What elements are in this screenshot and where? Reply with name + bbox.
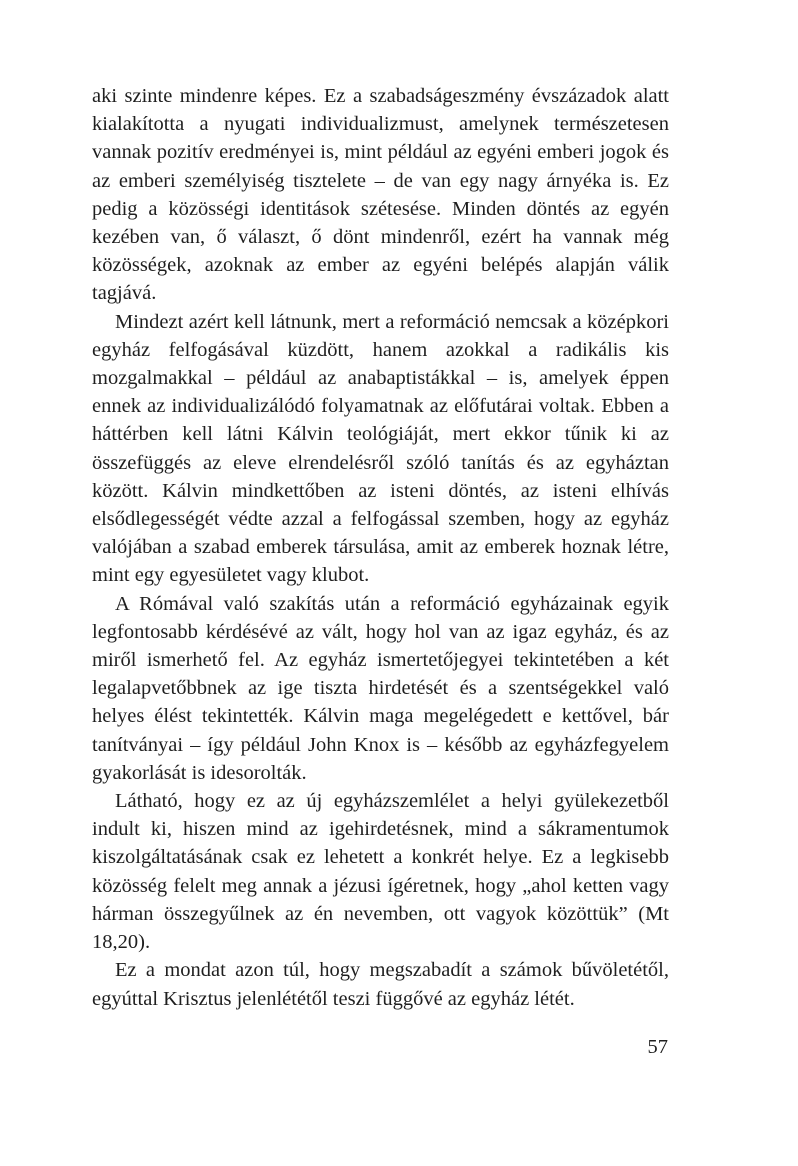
paragraph-3: A Rómával való szakítás után a reformáció egyházainak egyik legfontosabb kérdésévé az vált, hogy hol van az igaz egyház, és az miről ismerhető fel. Az egyház ismertetőjegyei tekintetében a két legalapvetőbbnek az ige tiszta hirdetését és a szentségekkel való helyes élést tekintették. Kálvin maga megelégedett e kettővel, bár tanítványai – így például John Knox is – később az egyházfegyelem gyakorlását is idesorolták. [92,592,669,784]
paragraph-5: Ez a mondat azon túl, hogy megszabadít a számok bűvöletétől, egyúttal Krisztus jelenlététől teszi függővé az egyház létét. [92,959,669,1010]
paragraph-1: aki szinte mindenre képes. Ez a szabadságeszmény évszázadok alatt kialakította a nyugati individualizmust, amelynek természetesen vannak pozitív eredményei is, mint például az egyéni emberi jogok és az emberi személyiség tisztelete – de van egy nagy árnyéka is. Ez pedig a közösségi identitások szétesése. Minden döntés az egyén kezében van, ő választ, ő dönt mindenről, ezért ha vannak még közösségek, azoknak az ember az egyéni belépés alapján válik tagjává. [92,85,669,305]
body-text [92,82,669,1013]
paragraph-4: Látható, hogy ez az új egyházszemlélet a helyi gyülekezetből indult ki, hiszen mind az igehirdetésnek, mind a sákramentumok kiszolgáltatásának csak ez lehetett a konkrét helye. Ez a legkisebb közösség felelt meg annak a jézusi ígéretnek, hogy „ahol ketten vagy hárman összegyűlnek az én nevemben, ott vagyok közöttük” (Mt 18,20). [92,790,669,954]
page-number: 57 [647,1036,668,1058]
paragraph-2: Mindezt azért kell látnunk, mert a reformáció nemcsak a középkori egyház felfogásával küzdött, hanem azokkal a radikális kis mozgalmakkal – például az anabaptistákkal – is, amelyek éppen ennek az individualizálódó folyamatnak az előfutárai voltak. Ebben a háttérben kell látni Kálvin teológiáját, mert ekkor tűnik ki az összefüggés az eleve elrendelésről szóló tanítás és az egyháztan között. Kálvin mindkettőben az isteni döntés, az isteni elhívás elsődlegességét védte azzal a felfogással szemben, hogy az egyház valójában a szabad emberek társulása, amit az emberek hoznak létre, mint egy egyesületet vagy klubot. [92,310,669,587]
